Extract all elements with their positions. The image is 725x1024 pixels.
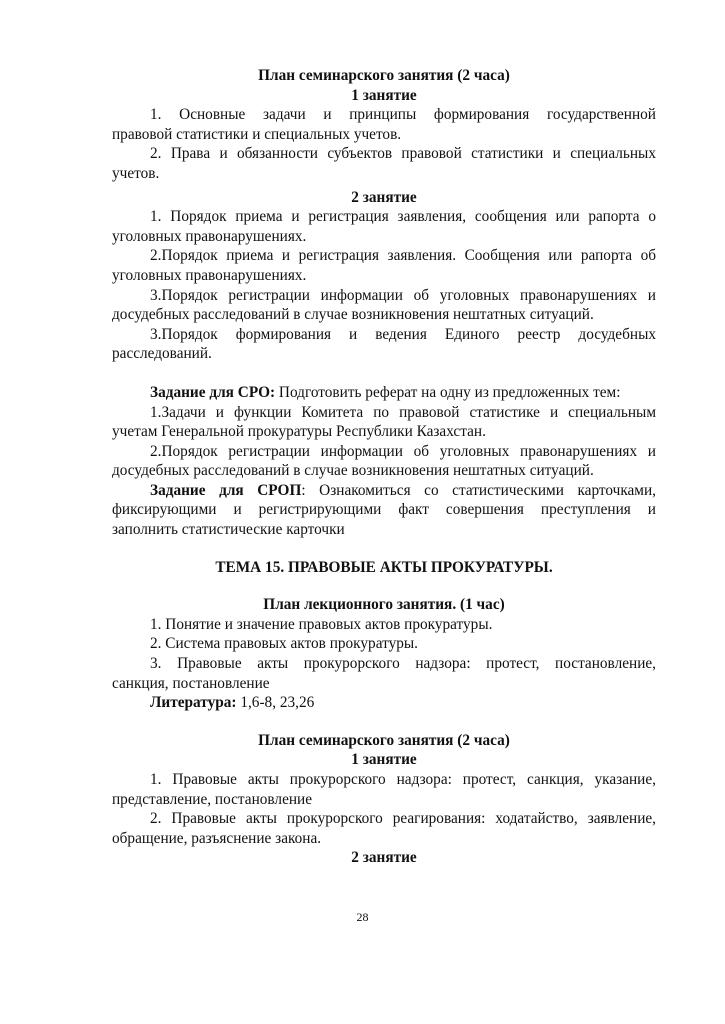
lecture-item-3-line-2: санкция, постановление [112,674,270,692]
seminar-2-item-2-line-1: 2. Правовые акты прокурорского реагирования: ходатайство, заявление, [150,810,656,828]
literature-label: Литература: [150,694,237,712]
srop-task-line-2: фиксирующими и регистрирующими факт совершения преступления и [112,501,656,519]
lesson-2-item-3-line-2: досудебных расследований в случае возникновения нештатных ситуаций. [112,306,594,324]
page-content [112,66,656,868]
literature-value: 1,6-8, 23,26 [236,694,315,712]
seminar-plan-title: План семинарского занятия (2 часа) [258,67,510,84]
lesson-2-item-1-line-2: уголовных правонарушениях. [112,227,307,245]
lesson-2-item-3-line-1: 3.Порядок регистрации информации об уголовных правонарушениях и [150,286,656,304]
lesson-1-heading: 1 занятие [351,86,417,104]
sro-item-1-line-1: 1.Задачи и функции Комитета по правовой статистике и специальным [150,403,656,421]
page-number: 28 [356,910,369,924]
lesson-2-item-4-line-1: 3.Порядок формирования и ведения Единого реестр досудебных [150,325,656,343]
lesson-2-item-2-line-1: 2.Порядок приема и регистрация заявления. Сообщения или рапорта об [150,247,656,265]
seminar-2-lesson-1-heading: 1 занятие [351,751,417,769]
seminar-2-item-2-line-2: обращение, разъяснение закона. [112,829,322,847]
sro-label: Задание для СРО: [150,383,276,401]
srop-task-line-3: заполнить статистические карточки [112,521,345,539]
lecture-item-3-line-1: 3. Правовые акты прокурорского надзора: протест, постановление, [150,655,656,673]
srop-text-1: : Ознакомиться со статистическими карточками, [301,481,656,499]
sro-text: Подготовить реферат на одну из предложенных тем: [275,383,621,401]
lesson-2-item-2-line-2: уголовных правонарушениях. [112,266,307,284]
seminar-2-lesson-2-heading: 2 занятие [351,849,417,867]
seminar-item-1-line-2: правовой статистики и специальных учетов. [112,125,402,143]
seminar-item-2-line-2: учетов. [112,164,160,182]
seminar-item-2-line-1: 2. Права и обязанности субъектов правовой статистики и специальных [150,145,656,163]
lecture-item-2: 2. Система правовых актов прокуратуры. [150,635,418,653]
literature-line [112,693,656,713]
srop-task-line-1 [112,481,656,501]
sro-item-2-line-1: 2.Порядок регистрации информации об уголовных правонарушениях и [150,442,656,460]
lesson-2-item-1-line-1: 1. Порядок приема и регистрация заявления, сообщения или рапорта о [150,208,656,226]
seminar-2-item-1-line-1: 1. Правовые акты прокурорского надзора: протест, санкция, указание, [150,771,656,788]
sro-item-1-line-2: учетам Генеральной прокуратуры Республики Казахстан. [112,423,486,441]
seminar-item-1-line-1: 1. Основные задачи и принципы формирования государственной [150,106,656,124]
lecture-item-1: 1. Понятие и значение правовых актов прокуратуры. [150,615,493,633]
lecture-plan-title: План лекционного занятия. (1 час) [263,596,505,614]
lesson-2-item-4-line-2: расследований. [112,345,212,363]
sro-task-line [112,383,656,403]
lesson-2-heading: 2 занятие [351,188,417,206]
sro-item-2-line-2: досудебных расследований в случае возникновения нештатных ситуаций. [112,462,594,480]
srop-label: Задание для СРОП [150,481,302,499]
seminar-2-item-1-line-2: представление, постановление [112,790,313,808]
seminar-2-title: План семинарского занятия (2 часа) [258,731,510,749]
topic-15-title: ТЕМА 15. ПРАВОВЫЕ АКТЫ ПРОКУРАТУРЫ. [215,558,553,576]
